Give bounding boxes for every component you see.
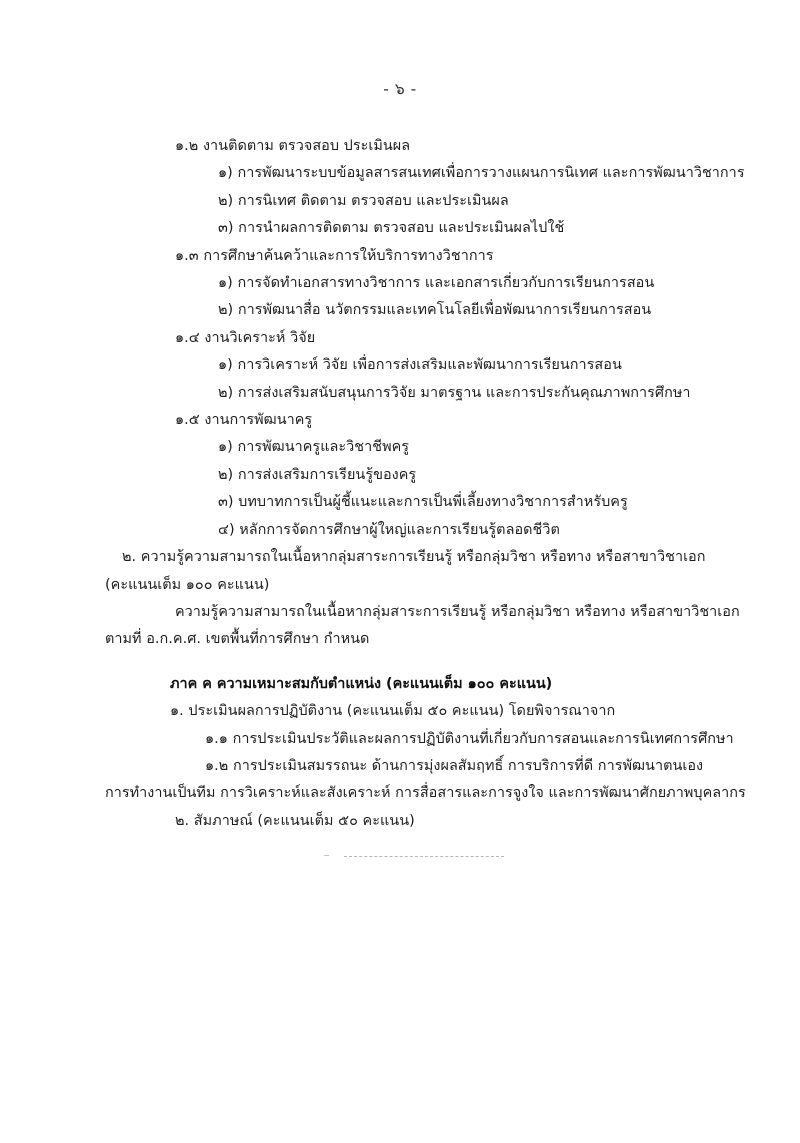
page-number: - ๖ - bbox=[383, 80, 417, 98]
heading-1-2: ๑.๒ งานติดตาม ตรวจสอบ ประเมินผล bbox=[175, 138, 411, 154]
section-spacer bbox=[0, 654, 800, 671]
part-kho-heading: ภาค ค ความเหมาะสมกับตำแหน่ง (คะแนนเต็ม ๑๐๐ คะแนน) bbox=[170, 675, 553, 692]
numbered-item-2-line-1: ๒. ความรู้ความสามารถในเนื้อหากลุ่มสาระการเรียนรู้ หรือกลุ่มวิชา หรือทาง หรือสาขาวิชาเอก bbox=[122, 549, 706, 566]
heading-1-5: ๑.๕ งานการพัฒนาครู bbox=[175, 412, 313, 429]
heading-1-4: ๑.๔ งานวิเคราะห์ วิจัย bbox=[175, 329, 316, 346]
list-item: ๓) บทบาทการเป็นผู้ชี้แนะและการเป็นพี่เลี้ยงทางวิชาการสำหรับครู bbox=[218, 494, 628, 511]
list-item: ๒) การส่งเสริมสนับสนุนการวิจัย มาตรฐาน และการประกันคุณภาพการศึกษา bbox=[218, 384, 691, 401]
footer-divider bbox=[344, 856, 504, 859]
list-item: ๑) การจัดทำเอกสารทางวิชาการ และเอกสารเกี่ยวกับการเรียนการสอน bbox=[218, 275, 655, 292]
list-item: ๒) การพัฒนาสื่อ นวัตกรรมและเทคโนโลยีเพื่อพัฒนาการเรียนการสอน bbox=[218, 302, 652, 319]
document-body bbox=[0, 133, 800, 835]
part-kho-item-1-2: ๑.๒ การประเมินสมรรถนะ ด้านการมุ่งผลสัมฤทธิ์ การบริการที่ดี การพัฒนาตนเอง bbox=[205, 757, 704, 774]
part-kho-item-1-1: ๑.๑ การประเมินประวัติและผลการปฏิบัติงานที่เกี่ยวกับการสอนและการนิเทศการศึกษา bbox=[205, 730, 734, 747]
paragraph-line-1: ความรู้ความสามารถในเนื้อหากลุ่มสาระการเรียนรู้ หรือกลุ่มวิชา หรือทาง หรือสาขาวิชาเอก bbox=[175, 603, 740, 620]
list-item: ๑) การพัฒนาระบบข้อมูลสารสนเทศเพื่อการวางแผนการนิเทศ และการพัฒนาวิชาการ bbox=[218, 165, 745, 182]
list-item: ๑) การพัฒนาครูและวิชาชีพครู bbox=[218, 439, 410, 456]
footer-divider-dot bbox=[324, 855, 329, 856]
list-item: ๔) หลักการจัดการศึกษาผู้ใหญ่และการเรียนรู้ตลอดชีวิต bbox=[218, 521, 560, 538]
heading-1-3: ๑.๓ การศึกษาค้นคว้าและการให้บริการทางวิชาการ bbox=[175, 247, 494, 264]
list-item: ๑) การวิเคราะห์ วิจัย เพื่อการส่งเสริมและพัฒนาการเรียนการสอน bbox=[218, 357, 622, 374]
list-item: ๒) การส่งเสริมการเรียนรู้ของครู bbox=[218, 466, 417, 483]
list-item: ๒) การนิเทศ ติดตาม ตรวจสอบ และประเมินผล bbox=[218, 192, 509, 209]
numbered-item-2-line-2: (คะแนนเต็ม ๑๐๐ คะแนน) bbox=[105, 576, 270, 593]
part-kho-item-1-2-continuation: การทำงานเป็นทีม การวิเคราะห์และสังเคราะห์ การสื่อสารและการจูงใจ และการพัฒนาศักยภาพบุคลากร bbox=[105, 785, 746, 802]
part-kho-item-2: ๒. สัมภาษณ์ (คะแนนเต็ม ๕๐ คะแนน) bbox=[175, 812, 415, 829]
paragraph-line-2: ตามที่ อ.ก.ค.ศ. เขตพื้นที่การศึกษา กำหนด bbox=[105, 631, 370, 648]
part-kho-item-1: ๑. ประเมินผลการปฏิบัติงาน (คะแนนเต็ม ๕๐ คะแนน) โดยพิจารณาจาก bbox=[170, 703, 616, 720]
list-item: ๓) การนำผลการติดตาม ตรวจสอบ และประเมินผลไปใช้ bbox=[218, 220, 565, 237]
